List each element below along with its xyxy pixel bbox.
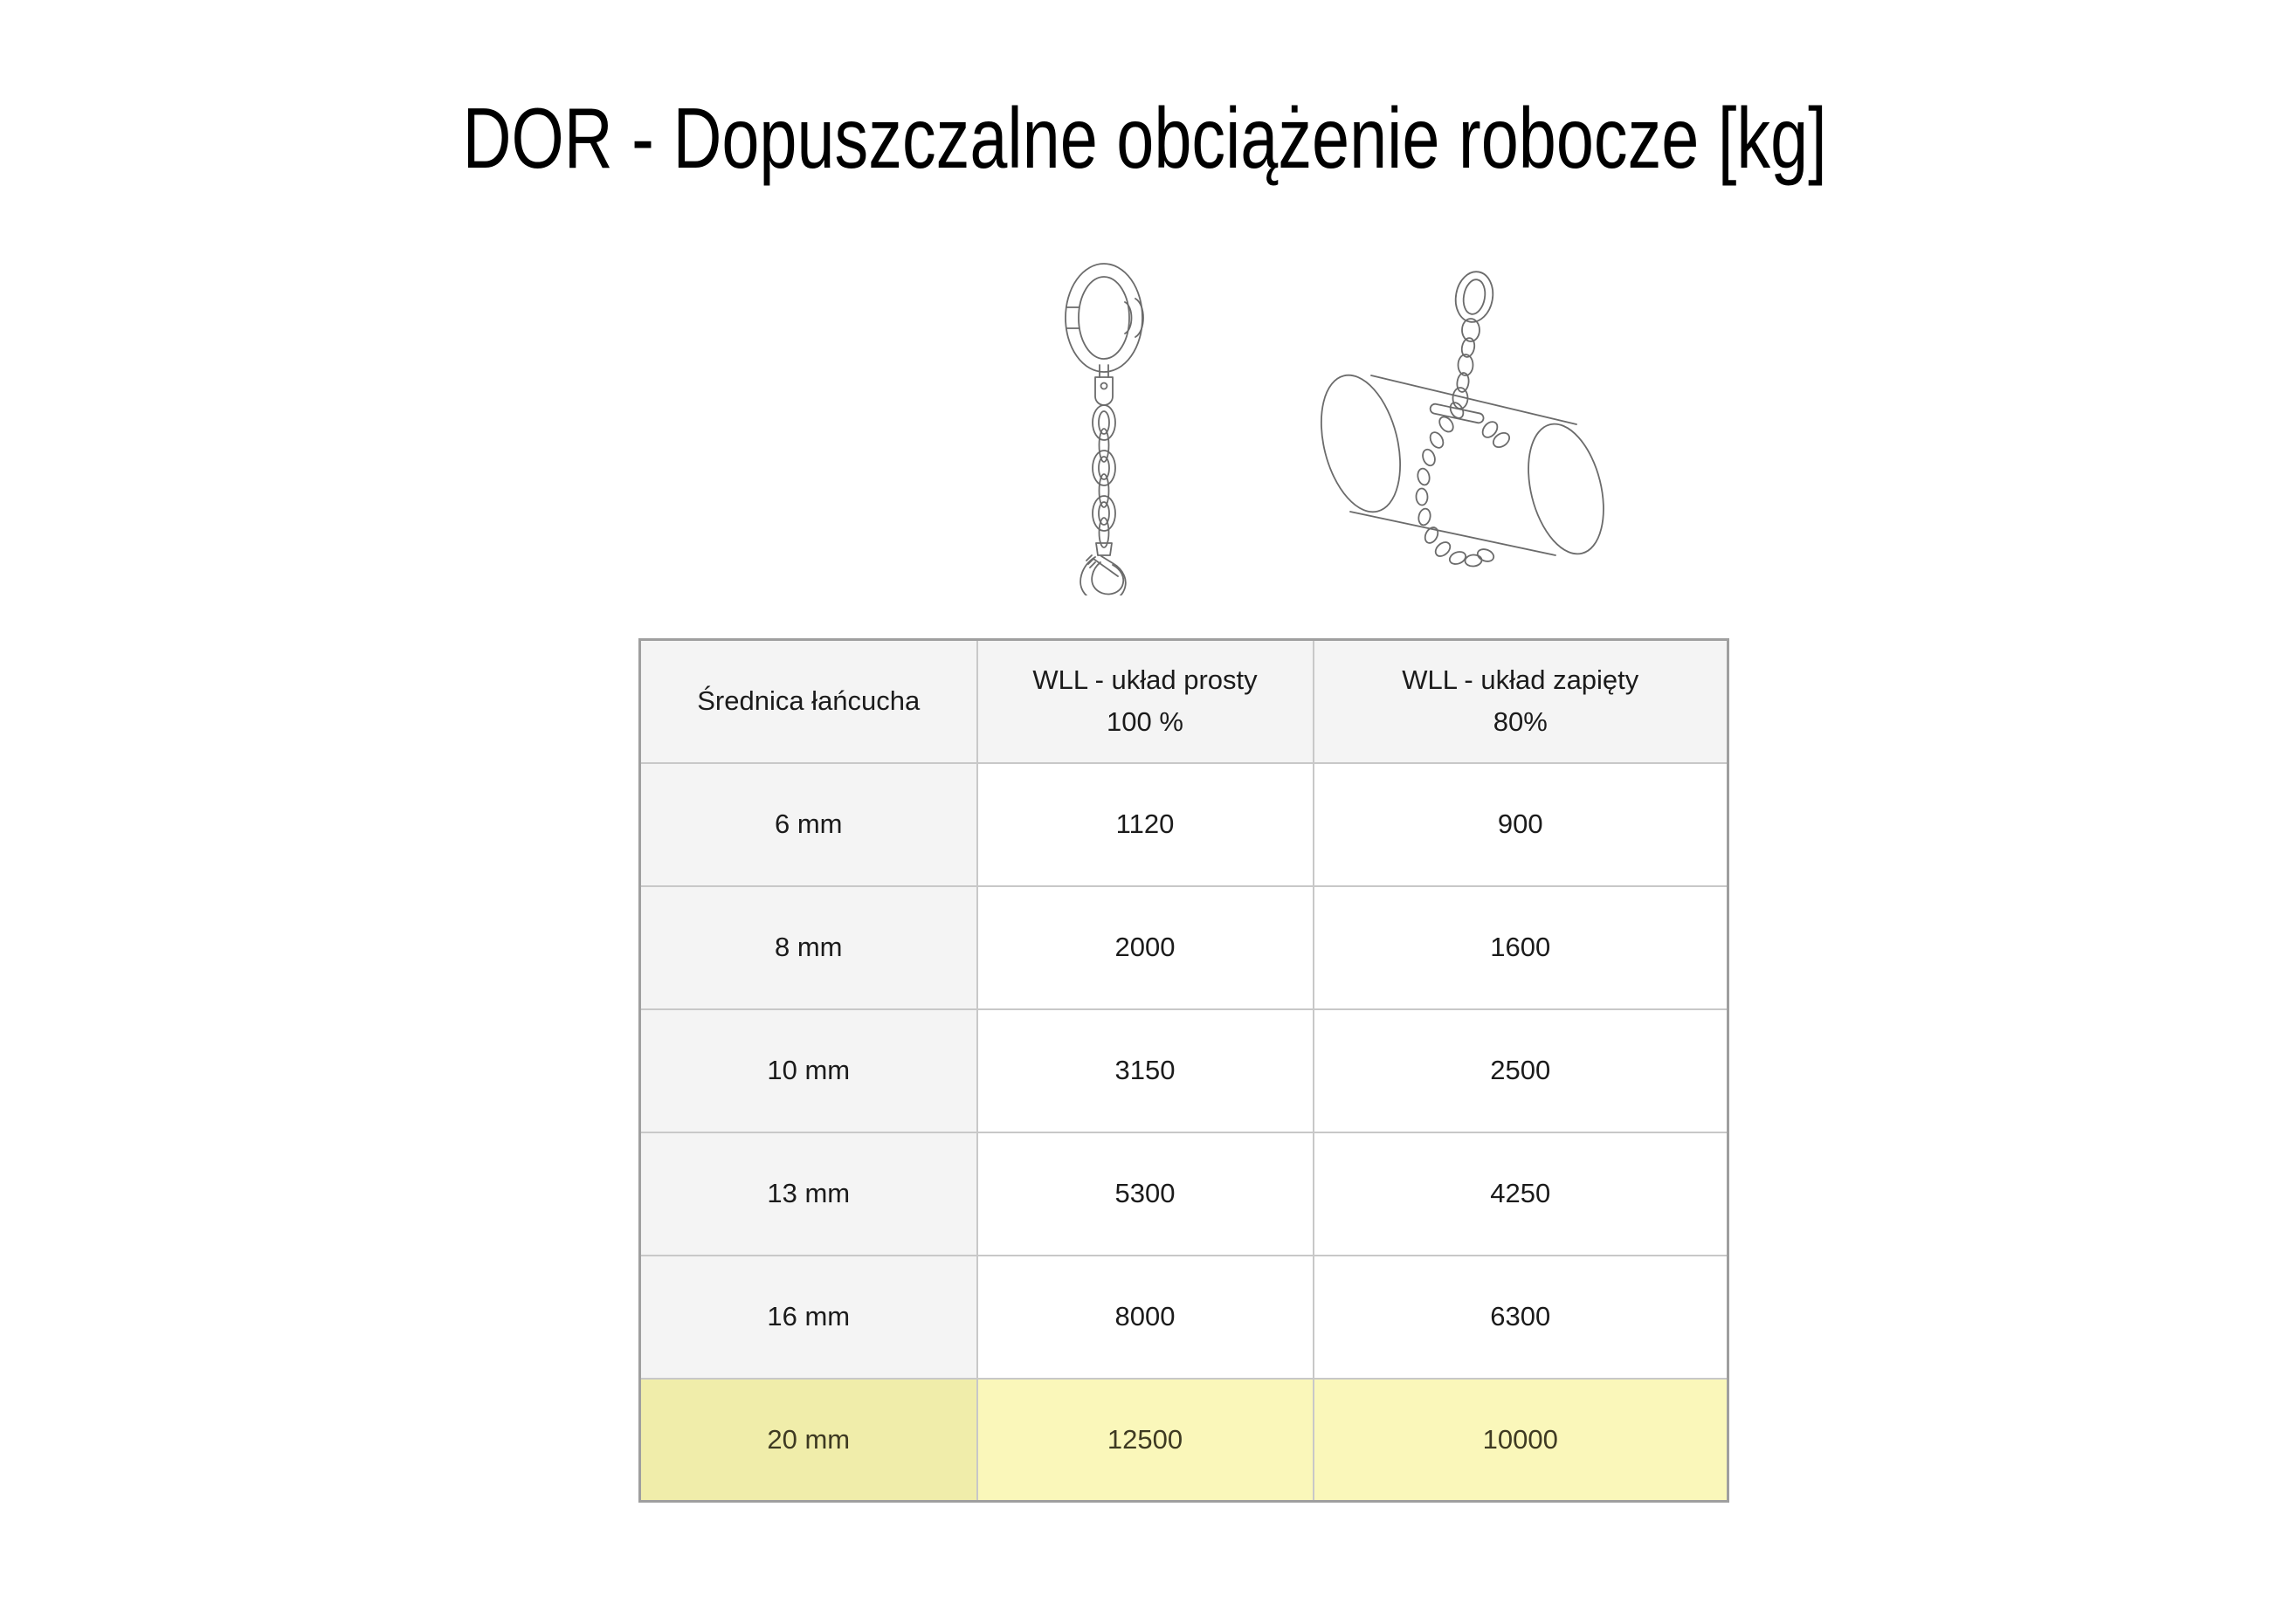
- col-header-label: Średnica łańcucha: [697, 685, 921, 717]
- cell-diameter: 8 mm: [640, 886, 977, 1009]
- cell-diameter: 13 mm: [640, 1132, 977, 1256]
- cell-diameter: 10 mm: [640, 1009, 977, 1132]
- cell-wll-straight: 1120: [977, 763, 1314, 886]
- cell-wll-choked: 900: [1314, 763, 1728, 886]
- cell-diameter: 20 mm: [640, 1379, 977, 1502]
- page-title-text: DOR - Dopuszczalne obciążenie robocze [kg]: [462, 90, 1828, 186]
- col-header-label: WLL - układ prosty: [1032, 664, 1258, 696]
- cell-wll-straight: 8000: [977, 1256, 1314, 1379]
- cell-wll-choked: 2500: [1314, 1009, 1728, 1132]
- table-row: [640, 1132, 1728, 1256]
- table-row: [640, 763, 1728, 886]
- cell-wll-straight: 3150: [977, 1009, 1314, 1132]
- cell-wll-choked: 6300: [1314, 1256, 1728, 1379]
- table-row: [640, 1009, 1728, 1132]
- cell-diameter: 6 mm: [640, 763, 977, 886]
- cell-wll-straight: 2000: [977, 886, 1314, 1009]
- table-row: [640, 1256, 1728, 1379]
- col-header-wll-straight: [977, 640, 1314, 763]
- col-header-sublabel: 80%: [1493, 706, 1548, 738]
- single-sling-figure-icon: [1045, 255, 1163, 595]
- page-title: [0, 87, 2290, 190]
- cell-wll-straight: 5300: [977, 1132, 1314, 1256]
- cell-wll-choked: 10000: [1314, 1379, 1728, 1502]
- col-header-sublabel: 100 %: [1107, 706, 1183, 738]
- table-row-highlighted: [640, 1379, 1728, 1502]
- cell-wll-choked: 1600: [1314, 886, 1728, 1009]
- wll-table: [638, 638, 1729, 1503]
- table-row: [640, 886, 1728, 1009]
- table-header-row: [640, 640, 1728, 763]
- col-header-wll-choked: [1314, 640, 1728, 763]
- choked-sling-figure-icon: [1300, 260, 1640, 583]
- col-header-label: WLL - układ zapięty: [1402, 664, 1639, 696]
- cell-wll-choked: 4250: [1314, 1132, 1728, 1256]
- col-header-chain-diameter: [640, 640, 977, 763]
- cell-diameter: 16 mm: [640, 1256, 977, 1379]
- cell-wll-straight: 12500: [977, 1379, 1314, 1502]
